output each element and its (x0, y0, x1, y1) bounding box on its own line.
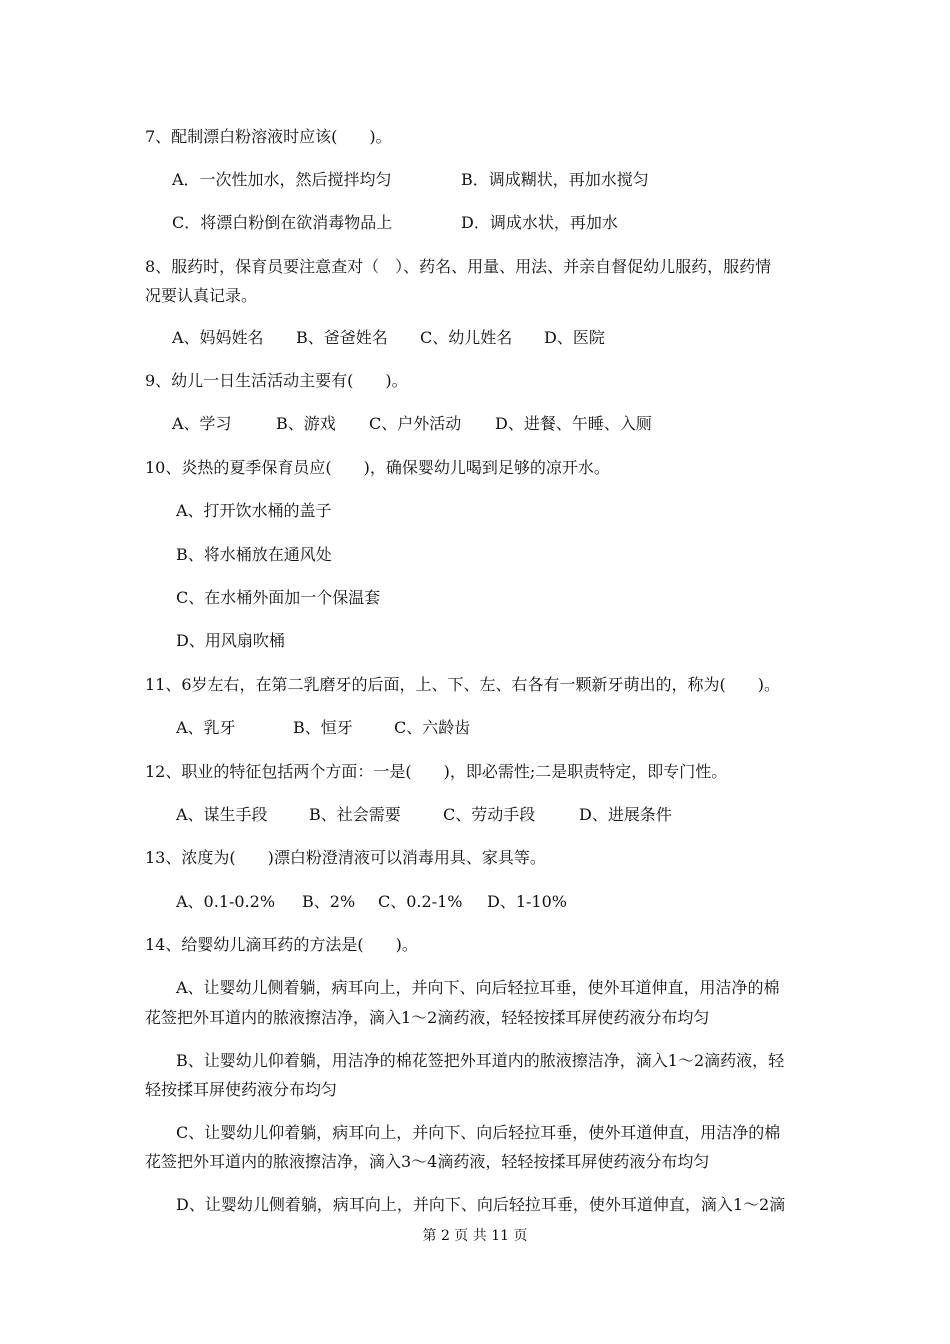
question-7-option-a: A．一次性加水，然后搅拌均匀 (172, 170, 392, 189)
question-14-option-a-line1: A、让婴幼儿侧着躺，病耳向上，并向下、向后轻拉耳垂，使外耳道伸直，用洁净的棉 (176, 978, 780, 997)
question-12-options (176, 805, 672, 825)
question-9-option-c: C、户外活动 (369, 414, 462, 433)
question-13-stem: 13、浓度为( )漂白粉澄清液可以消毒用具、家具等。 (145, 848, 546, 867)
question-9-option-b: B、游戏 (276, 414, 336, 433)
question-8-option-c: C、幼儿姓名 (420, 328, 513, 347)
question-8-option-b: B、爸爸姓名 (296, 328, 388, 347)
question-13-option-c: C、0.2-1% (378, 892, 463, 911)
question-14-stem: 14、给婴幼儿滴耳药的方法是( )。 (145, 935, 418, 954)
question-8-stem-line2: 况要认真记录。 (145, 286, 258, 305)
question-11-option-a: A、乳牙 (176, 718, 236, 737)
question-8-option-d: D、医院 (544, 328, 605, 347)
question-14-option-a-line2: 花签把外耳道内的脓液擦洁净，滴入1～2滴药液，轻轻按揉耳屏使药液分布均匀 (145, 1008, 710, 1027)
question-7-option-d: D．调成水状，再加水 (461, 213, 618, 232)
question-8-option-a: A、妈妈姓名 (172, 328, 264, 347)
question-14-option-b-line2: 轻按揉耳屏使药液分布均匀 (145, 1080, 338, 1099)
question-9-option-a: A、学习 (172, 414, 232, 433)
question-7-option-c: C．将漂白粉倒在欲消毒物品上 (172, 213, 393, 232)
question-9-option-d: D、进餐、午睡、入厕 (495, 414, 652, 433)
question-10-stem: 10、炎热的夏季保育员应( )，确保婴幼儿喝到足够的凉开水。 (145, 458, 610, 477)
question-12-option-c: C、劳动手段 (443, 805, 536, 824)
question-7-options-row1 (172, 170, 649, 190)
question-11-options (176, 718, 470, 738)
question-11-stem: 11、6岁左右，在第二乳磨牙的后面，上、下、左、右各有一颗新牙萌出的，称为( )。 (145, 675, 781, 694)
question-13-option-d: D、1-10% (487, 892, 567, 911)
question-10-option-c: C、在水桶外面加一个保温套 (176, 588, 381, 607)
question-12-option-a: A、谋生手段 (176, 805, 268, 824)
page-number-footer: 第 2 页 共 11 页 (422, 1228, 528, 1244)
question-12-option-d: D、进展条件 (579, 805, 672, 824)
question-12-option-b: B、社会需要 (309, 805, 401, 824)
question-8-stem-line1: 8、服药时，保育员要注意查对（ ）、药名、用量、用法、并亲自督促幼儿服药，服药情 (145, 257, 772, 276)
question-13-option-b: B、2% (302, 892, 356, 911)
question-11-option-b: B、恒牙 (293, 718, 353, 737)
question-13-option-a: A、0.1-0.2% (176, 892, 276, 911)
question-7-options-row2 (172, 213, 618, 233)
question-9-stem: 9、幼儿一日生活活动主要有( )。 (145, 371, 408, 390)
question-14-option-d-line1: D、让婴幼儿侧着躺，病耳向上，并向下、向后轻拉耳垂，使外耳道伸直，滴入1～2滴 (176, 1195, 786, 1214)
question-11-option-c: C、六龄齿 (394, 718, 471, 737)
question-8-options (172, 328, 605, 348)
question-7-option-b: B．调成糊状，再加水搅匀 (461, 170, 649, 189)
question-12-stem: 12、职业的特征包括两个方面：一是( )，即必需性;二是职责特定，即专门性。 (145, 762, 728, 781)
question-10-option-a: A、打开饮水桶的盖子 (176, 501, 332, 520)
question-9-options (172, 414, 652, 434)
question-10-option-b: B、将水桶放在通风处 (176, 545, 332, 564)
question-10-option-d: D、用风扇吹桶 (176, 631, 285, 650)
question-13-options (176, 892, 567, 912)
question-14-option-b-line1: B、让婴幼儿仰着躺，用洁净的棉花签把外耳道内的脓液擦洁净，滴入1～2滴药液，轻 (176, 1051, 785, 1070)
question-14-option-c-line1: C、让婴幼儿仰着躺，病耳向上，并向下、向后轻拉耳垂，使外耳道伸直，用洁净的棉 (176, 1123, 781, 1142)
question-14-option-c-line2: 花签把外耳道内的脓液擦洁净，滴入3～4滴药液，轻轻按揉耳屏使药液分布均匀 (145, 1152, 710, 1171)
question-7-stem: 7、配制漂白粉溶液时应该( )。 (145, 127, 392, 146)
